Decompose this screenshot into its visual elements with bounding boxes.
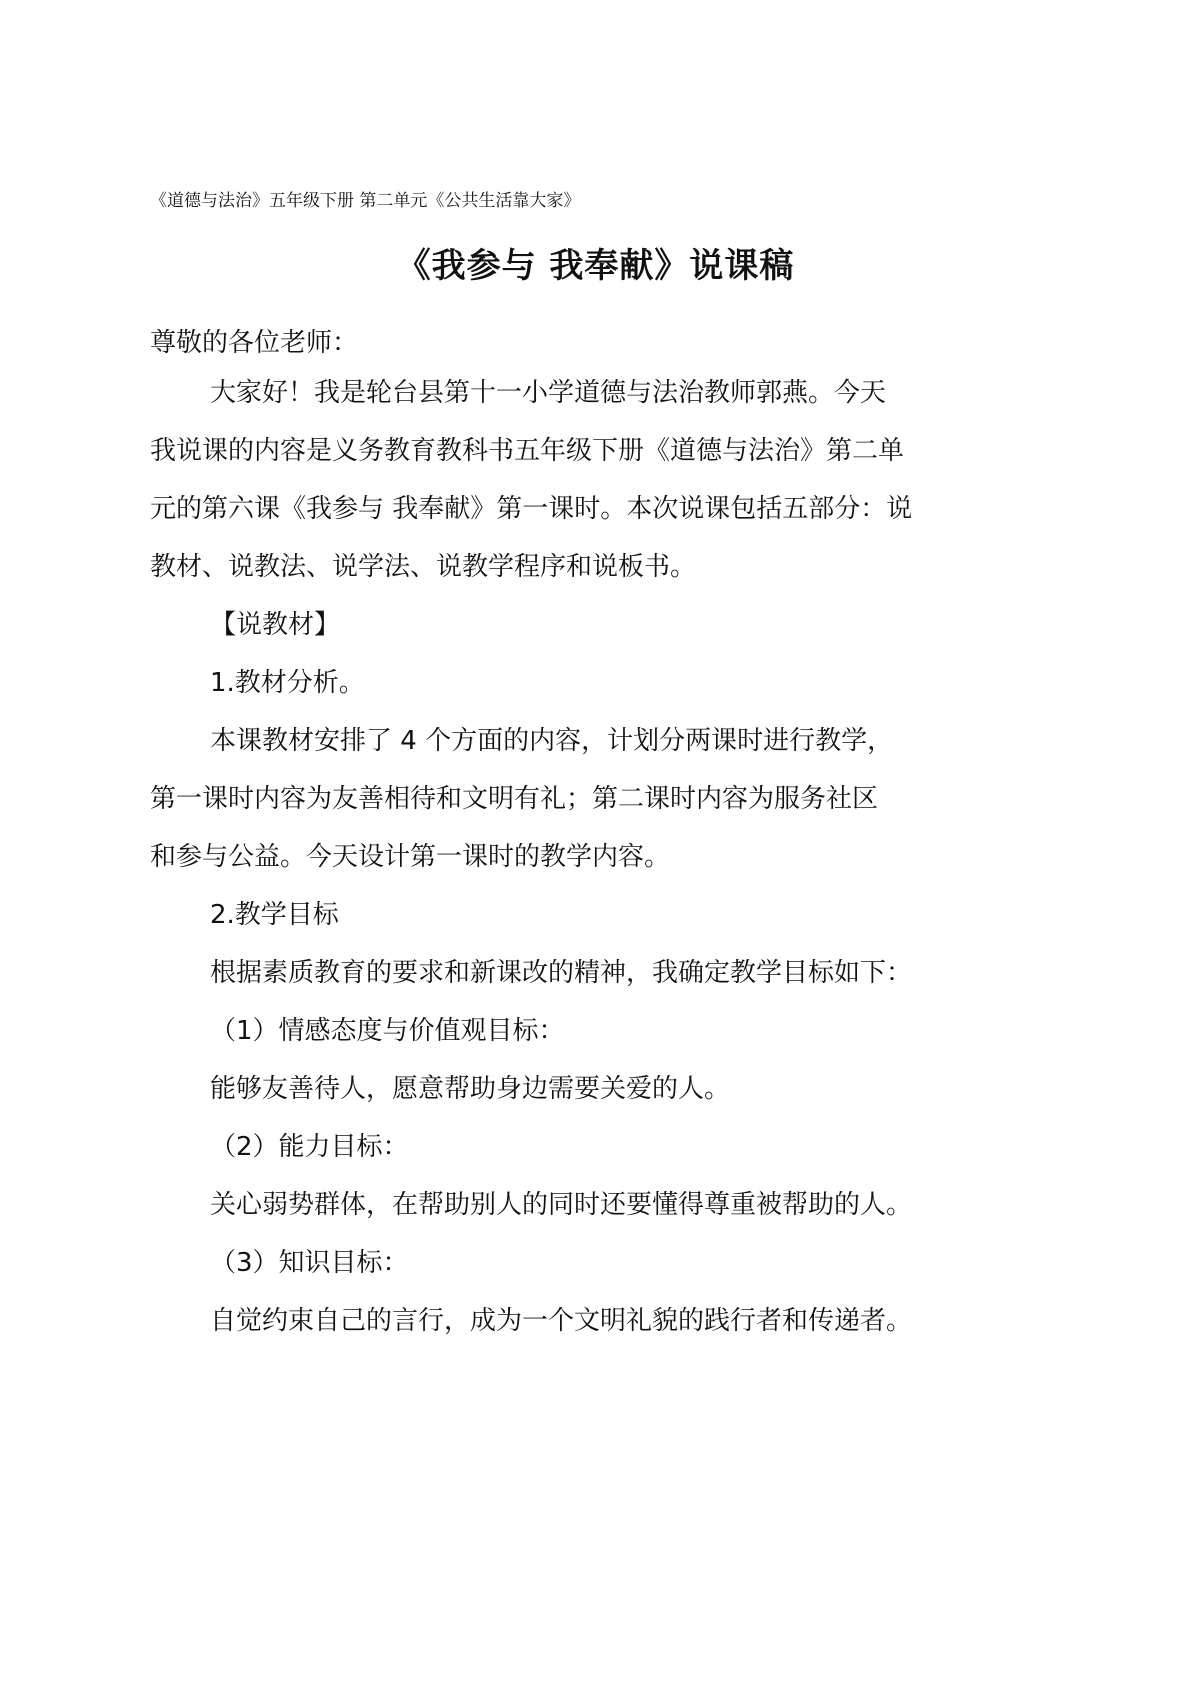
objective-heading: （2）能力目标： — [210, 1132, 409, 1162]
objective-text: 能够友善待人，愿意帮助身边需要关爱的人。 — [210, 1074, 731, 1104]
subsection-heading: 2.教学目标 — [210, 900, 339, 930]
section-heading: 【说教材】 — [210, 610, 341, 640]
paragraph-line: 教材、说教法、说学法、说教学程序和说板书。 — [150, 552, 697, 582]
paragraph-line: 第一课时内容为友善相待和文明有礼；第二课时内容为服务社区 — [150, 784, 879, 814]
page-title: 《我参与 我奉献》说课稿 — [396, 246, 795, 286]
subsection-heading: 1.教材分析。 — [210, 668, 365, 698]
paragraph-line: 我说课的内容是义务教育教科书五年级下册《道德与法治》第二单 — [150, 436, 905, 466]
paragraph-line: 元的第六课《我参与 我奉献》第一课时。本次说课包括五部分：说 — [150, 494, 913, 524]
greeting-line: 尊敬的各位老师： — [150, 328, 359, 358]
objective-heading: （3）知识目标： — [210, 1248, 409, 1278]
objective-text: 自觉约束自己的言行，成为一个文明礼貌的践行者和传递者。 — [210, 1306, 913, 1336]
paragraph-line: 大家好！我是轮台县第十一小学道德与法治教师郭燕。今天 — [210, 378, 887, 408]
paragraph-line: 根据素质教育的要求和新课改的精神，我确定教学目标如下： — [210, 958, 913, 988]
objective-heading: （1）情感态度与价值观目标： — [210, 1016, 565, 1046]
paragraph-line: 和参与公益。今天设计第一课时的教学内容。 — [150, 842, 671, 872]
unit-subtitle: 《道德与法治》五年级下册 第二单元《公共生活靠大家》 — [150, 191, 581, 211]
objective-text: 关心弱势群体，在帮助别人的同时还要懂得尊重被帮助的人。 — [210, 1190, 913, 1220]
paragraph-line: 本课教材安排了 4 个方面的内容，计划分两课时进行教学， — [210, 726, 894, 756]
